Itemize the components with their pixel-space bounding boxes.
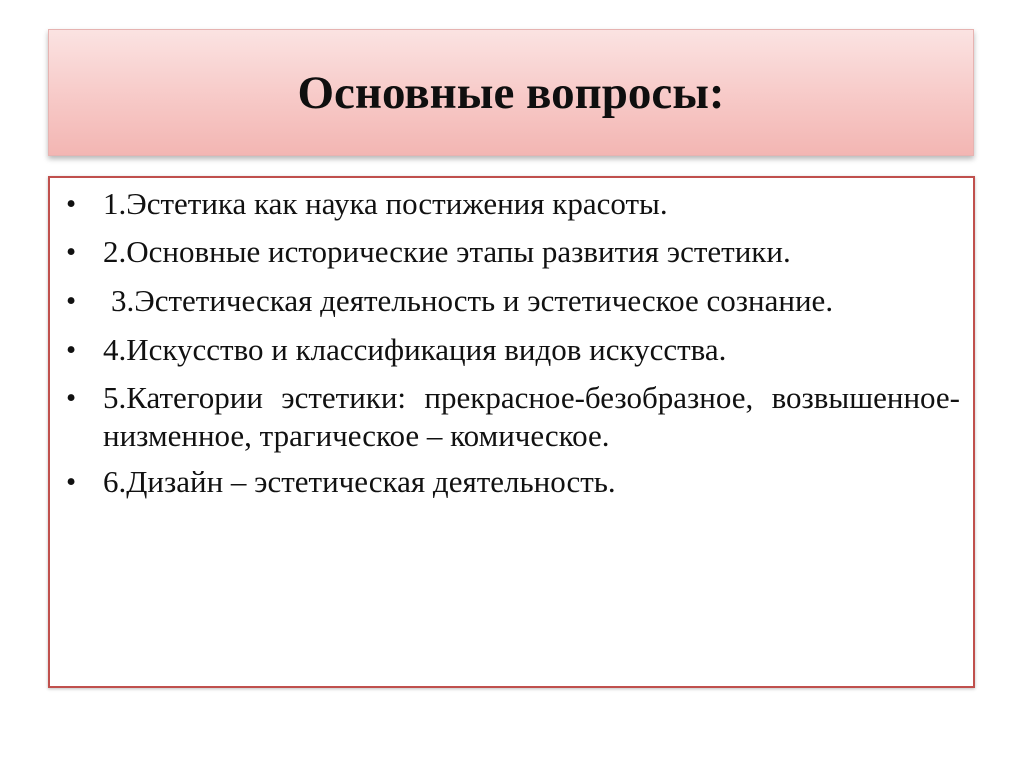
- list-item: [66, 233, 968, 271]
- list-item-text: 1.Эстетика как наука постижения красоты.: [103, 186, 668, 221]
- list-item: [66, 331, 968, 369]
- list-item-text: 3.Эстетическая деятельность и эстетическое сознание.: [111, 283, 834, 318]
- bullet-icon: •: [66, 334, 77, 366]
- list-item-text: 5.Категории эстетики: прекрасное-безобразное, возвышенное-низменное, трагическое – комическое.: [103, 380, 960, 453]
- bullet-icon: •: [66, 236, 77, 268]
- bullet-icon: •: [66, 382, 77, 414]
- list-item: [66, 282, 968, 320]
- list-item: [66, 185, 968, 223]
- list-item-text: 4.Искусство и классификация видов искусства.: [103, 332, 727, 367]
- bullet-icon: •: [66, 466, 77, 498]
- bullet-icon: •: [66, 188, 77, 220]
- title-box: [48, 29, 974, 156]
- list-item: [66, 463, 968, 501]
- bullet-list: [66, 178, 968, 501]
- list-item-text: 6.Дизайн – эстетическая деятельность.: [103, 464, 616, 499]
- list-item-text: 2.Основные исторические этапы развития эстетики.: [103, 234, 791, 269]
- list-item: [66, 379, 968, 455]
- content-box: [48, 176, 975, 688]
- bullet-icon: •: [66, 285, 77, 317]
- slide-title: Основные вопросы:: [297, 67, 725, 119]
